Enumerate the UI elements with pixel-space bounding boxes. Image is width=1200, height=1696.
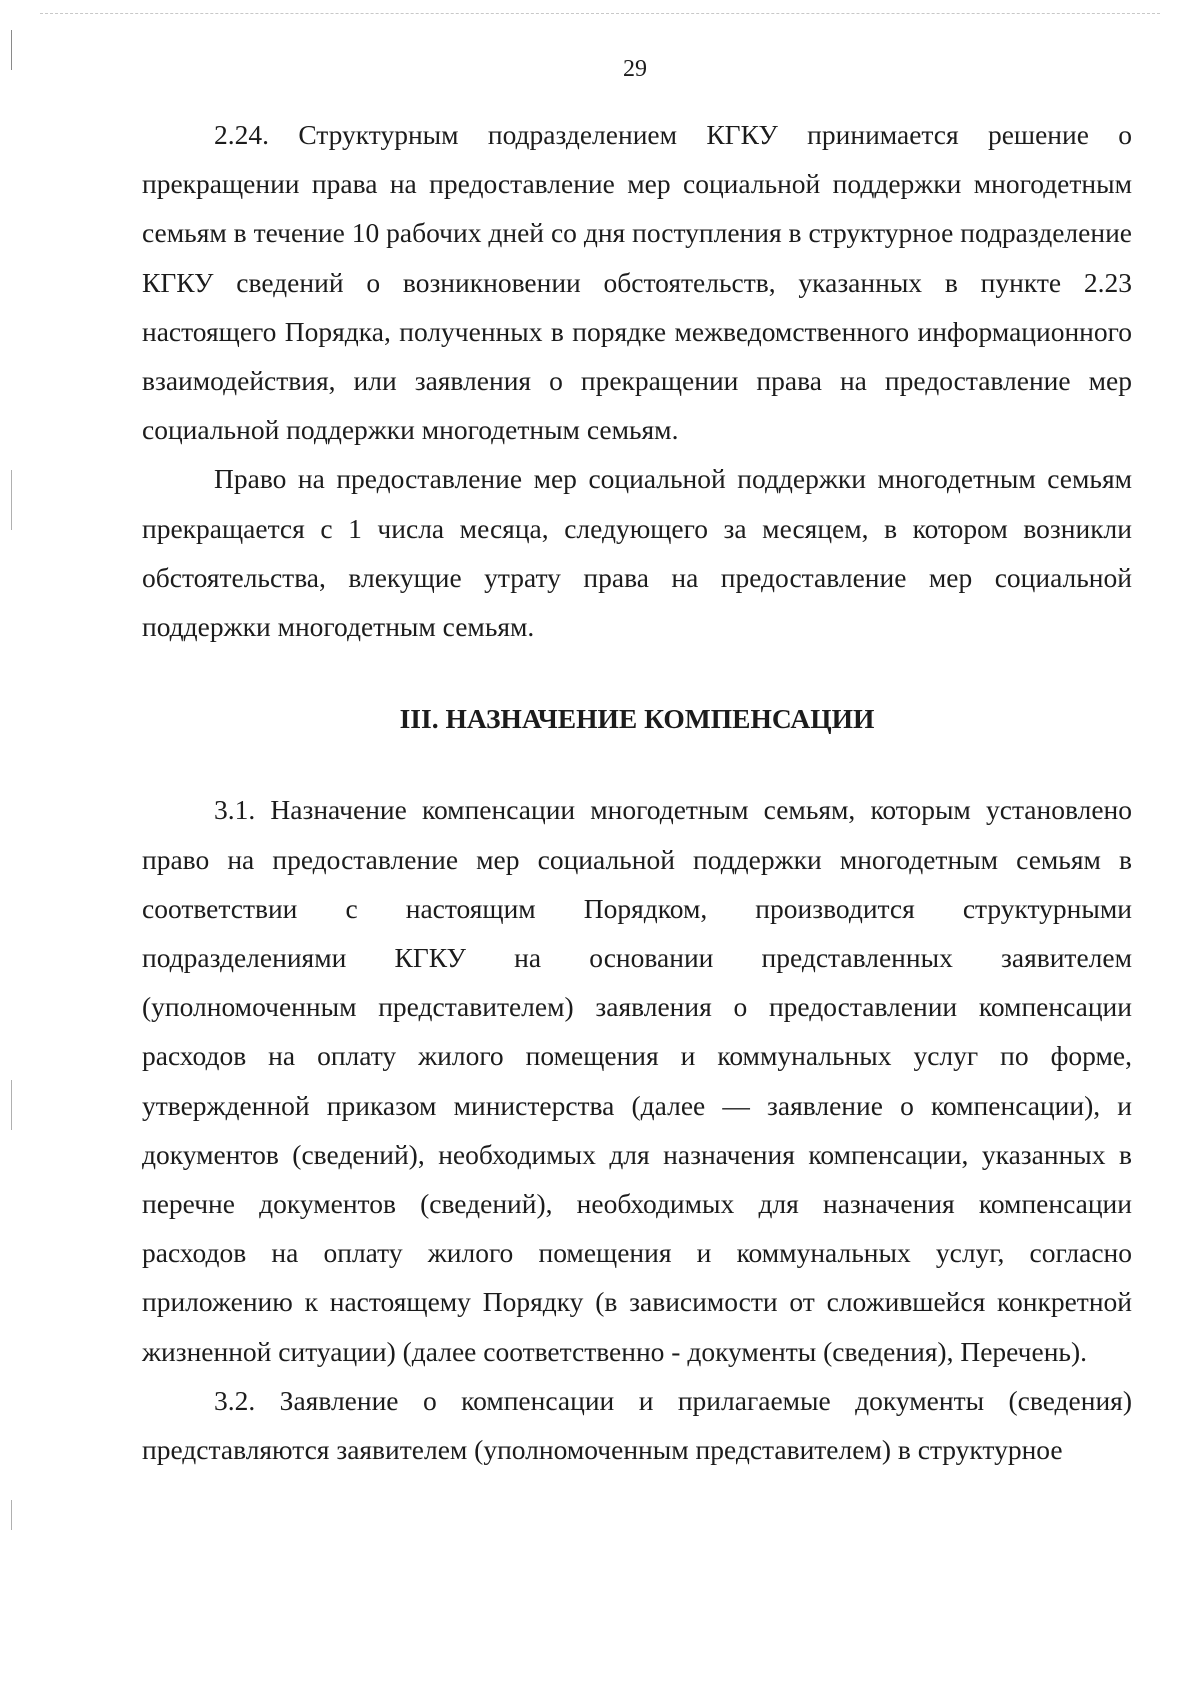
scan-top-border [40, 13, 1160, 14]
paragraph-2-24: 2.24. Структурным подразделением КГКУ принимается решение о прекращении права на предоставление мер социальной поддержки многодетным семьям в течение 10 рабочих дней со дня поступления в структурное подразделение КГКУ сведений о возникновении обстоятельств, указанных в пункте 2.23 настоящего Порядка, полученных в порядке межведомственного информационного взаимодействия, или заявления о прекращении права на предоставление мер социальной поддержки многодетным семьям. [142, 119, 1132, 446]
document-body [142, 110, 1132, 1474]
page-number: 29 [623, 56, 647, 82]
paragraph-3-1: 3.1. Назначение компенсации многодетным семьям, которым установлено право на предоставление мер социальной поддержки многодетным семьям в соответствии с настоящим Порядком, производится структурными подразделениями КГКУ на основании представленных заявителем (уполномоченным представителем) заявления о предоставлении компенсации расходов на оплату жилого помещения и коммунальных услуг по форме, утвержденной приказом министерства (далее — заявление о компенсации), и документов (сведений), необходимых для назначения компенсации, указанных в перечне документов (сведений), необходимых для назначения компенсации расходов на оплату жилого помещения и коммунальных услуг, согласно приложению к настоящему Порядку (в зависимости от сложившейся конкретной жизненной ситуации) (далее соответственно - документы (сведения), Перечень). [142, 794, 1132, 1367]
section-heading: III. НАЗНАЧЕНИЕ КОМПЕНСАЦИИ [399, 703, 875, 735]
scan-left-edge-mark [11, 1500, 12, 1530]
paragraph-termination-date: Право на предоставление мер социальной поддержки многодетным семьям прекращается с 1 числа месяца, следующего за месяцем, в котором возникли обстоятельства, влекущие утрату права на предоставление мер социальной поддержки многодетным семьям. [142, 463, 1132, 643]
scan-left-edge-mark [11, 470, 12, 530]
paragraph-3-2: 3.2. Заявление о компенсации и прилагаемые документы (сведения) представляются заявителем (уполномоченным представителем) в структурное [142, 1384, 1132, 1466]
scan-left-edge-mark [11, 1080, 12, 1130]
